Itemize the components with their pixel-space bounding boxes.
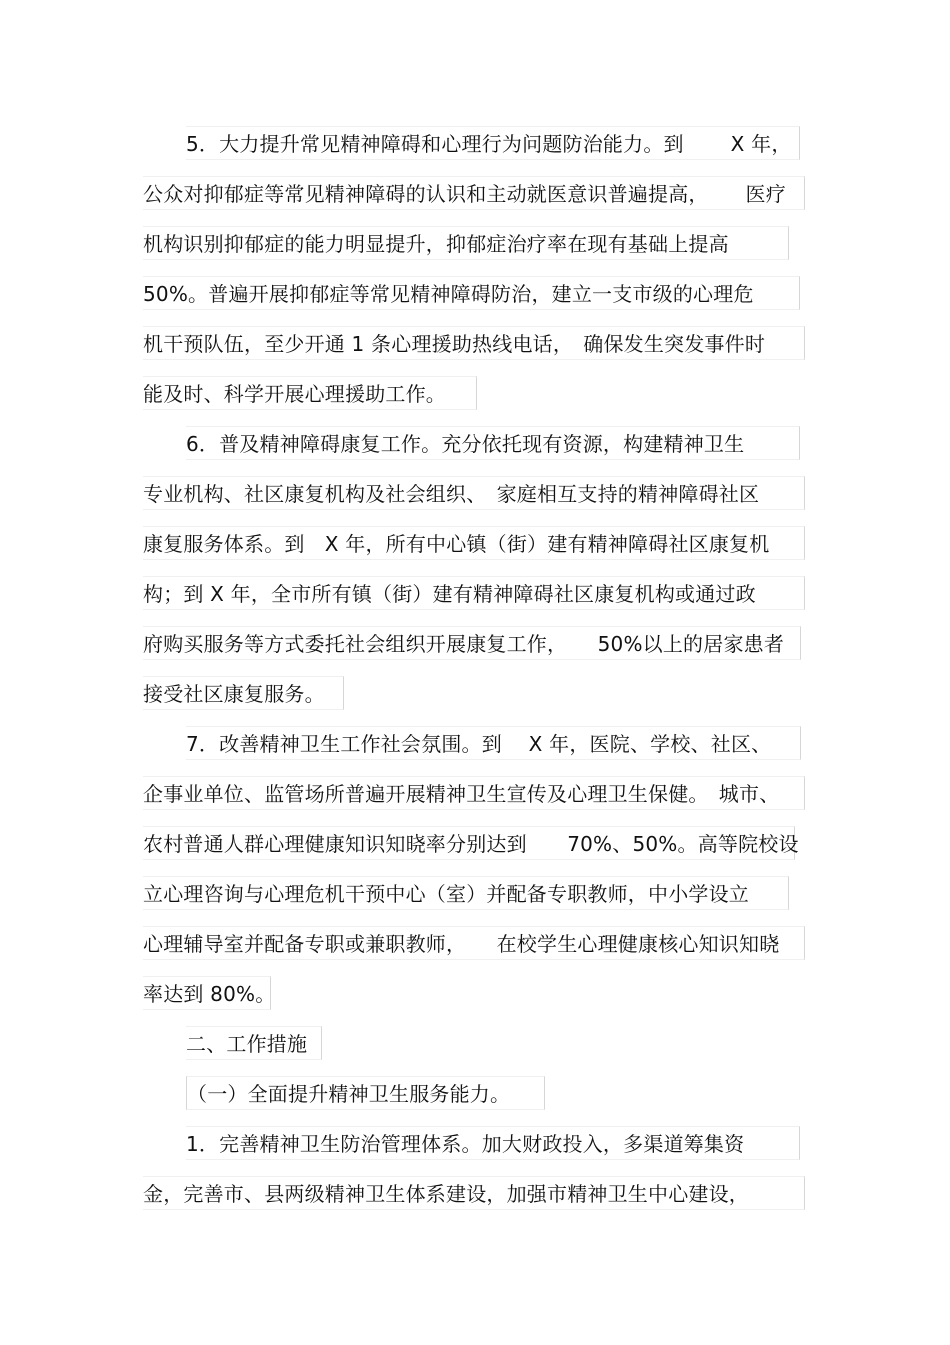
measure-1-line-1: 1．完善精神卫生防治管理体系。加大财政投入，多渠道筹集资 (186, 1126, 800, 1160)
paragraph-5-line-2: 公众对抑郁症等常见精神障碍的认识和主动就医意识普遍提高， 医疗 (143, 176, 805, 210)
paragraph-7-line-4: 立心理咨询与心理危机干预中心（室）并配备专职教师，中小学设立 (143, 876, 789, 910)
paragraph-6-line-2: 专业机构、社区康复机构及社会组织、 家庭相互支持的精神障碍社区 (143, 476, 805, 510)
paragraph-6-line-4: 构；到 X 年，全市所有镇（街）建有精神障碍社区康复机构或通过政 (143, 576, 805, 610)
paragraph-6-line-3: 康复服务体系。到 X 年，所有中心镇（街）建有精神障碍社区康复机 (143, 526, 805, 560)
paragraph-7-line-1: 7．改善精神卫生工作社会氛围。到 X 年，医院、学校、社区、 (186, 726, 801, 760)
paragraph-7-line-5: 心理辅导室并配备专职或兼职教师， 在校学生心理健康核心知识知晓 (143, 926, 805, 960)
subsection-heading: （一）全面提升精神卫生服务能力。 (186, 1076, 545, 1110)
paragraph-7-line-6: 率达到 80%。 (143, 976, 271, 1010)
measure-1-line-2: 金，完善市、县两级精神卫生体系建设，加强市精神卫生中心建设， (143, 1176, 805, 1210)
section-heading: 二、工作措施 (186, 1026, 322, 1060)
paragraph-7-line-3: 农村普通人群心理健康知识知晓率分别达到 70%、50%。高等院校设 (143, 826, 795, 860)
paragraph-6-line-1: 6．普及精神障碍康复工作。充分依托现有资源，构建精神卫生 (186, 426, 800, 460)
paragraph-5-line-3: 机构识别抑郁症的能力明显提升，抑郁症治疗率在现有基础上提高 (143, 226, 789, 260)
paragraph-7-line-2: 企事业单位、监管场所普遍开展精神卫生宣传及心理卫生保健。 城市、 (143, 776, 805, 810)
paragraph-5-line-6: 能及时、科学开展心理援助工作。 (143, 376, 477, 410)
paragraph-6-line-6: 接受社区康复服务。 (143, 676, 344, 710)
paragraph-6-line-5: 府购买服务等方式委托社会组织开展康复工作， 50%以上的居家患者 (143, 626, 801, 660)
paragraph-5-line-1: 5．大力提升常见精神障碍和心理行为问题防治能力。到 X 年， (186, 126, 800, 160)
paragraph-5-line-4: 50%。普遍开展抑郁症等常见精神障碍防治，建立一支市级的心理危 (143, 276, 800, 310)
paragraph-5-line-5: 机干预队伍，至少开通 1 条心理援助热线电话， 确保发生突发事件时 (143, 326, 805, 360)
